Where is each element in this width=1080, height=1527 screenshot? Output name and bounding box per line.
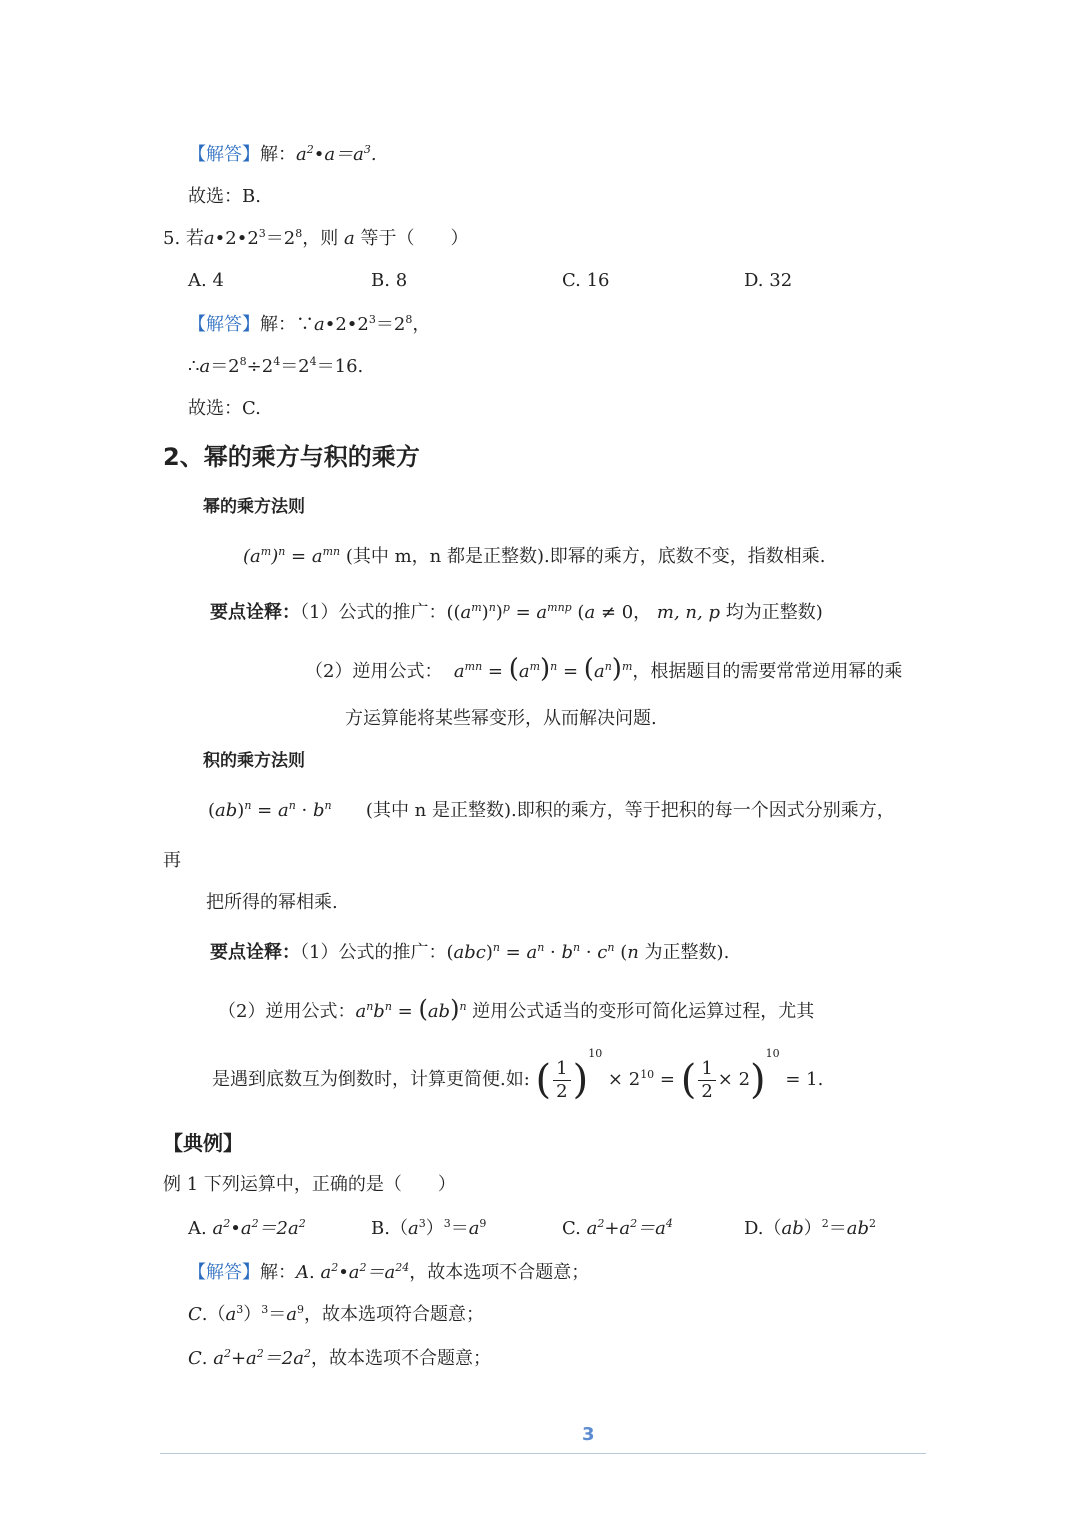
formula: $(ab)^2=ab^2$ xyxy=(763,1217,877,1239)
option-letter: B. xyxy=(371,270,390,291)
answer-tag: 【解答】 xyxy=(188,1262,260,1283)
footer-divider xyxy=(160,1453,926,1454)
question-number: 5. xyxy=(163,228,181,249)
note2-item1 xyxy=(210,940,729,966)
note1-item1 xyxy=(210,600,823,626)
example-option-a[interactable] xyxy=(188,1216,306,1242)
option-value: 16 xyxy=(586,270,610,291)
reciprocal-example: ( $\frac{1}{2}$ )$^{10} \times 2^{10}$ = ( $\frac{1}{2}$ × 2)$^{10}$ = 1. xyxy=(535,1047,824,1103)
note-item-tail: 为正整数). xyxy=(644,942,730,963)
formula: $a^{mn} = (a^m)^n = (a^n)^m$ xyxy=(453,654,633,684)
note2-item2 xyxy=(218,994,814,1027)
option-c[interactable] xyxy=(562,268,610,294)
rule2-cont: 把所得的幂相乘. xyxy=(206,892,338,913)
note1-item2-cont: 方运算能将某些幂变形，从而解决问题. xyxy=(345,708,657,729)
option-letter: D. xyxy=(744,1218,764,1239)
note-item-label: （2）逆用公式： xyxy=(305,661,443,682)
formula: A xyxy=(296,1262,309,1283)
formula: $a^2•a=a^3$. xyxy=(296,143,377,165)
option-letter: C. xyxy=(562,270,581,291)
rule2-wrap: 再 xyxy=(163,850,181,871)
example-option-d[interactable] xyxy=(744,1216,876,1242)
section-heading: 2、幂的乘方与积的乘方 xyxy=(163,443,420,471)
note-item-tail: 逆用公式适当的变形可简化运算过程，尤其 xyxy=(472,1001,815,1022)
rule1-title: 幂的乘方法则 xyxy=(203,497,305,517)
rule1-formula-line xyxy=(243,544,825,570)
example-answer-line2: $C.(a^3)^3=a^9$，故本选项符合题意； xyxy=(188,1303,484,1325)
note-item-label: （2）逆用公式： xyxy=(218,1001,356,1022)
answer-tail: ，故本选项不合题意； xyxy=(310,1348,491,1369)
formula: $(a^m)^n = a^{mn}$ xyxy=(243,545,341,567)
note-item-label: （1）公式的推广： xyxy=(300,942,447,963)
note-label: 要点诠释： xyxy=(210,602,300,623)
option-value: 4 xyxy=(212,270,224,291)
formula: $a^2+a^2=2a^2$ xyxy=(213,1347,311,1369)
answer-tag: 【解答】 xyxy=(188,144,260,165)
note-item-tail: ，根据题目的需要常常逆用幂的乘 xyxy=(632,661,903,682)
example-question: 例 1 下列运算中，正确的是（ ） xyxy=(163,1174,456,1195)
q5-answer-line xyxy=(188,312,430,338)
fraction: $\frac{1}{2}$ xyxy=(553,1058,570,1103)
option-letter: B. xyxy=(371,1218,390,1239)
rule1-text: (其中 m，n 都是正整数).即幂的乘方，底数不变，指数相乘. xyxy=(345,546,826,567)
formula: $(ab)^n = a^n \cdot b^n$ xyxy=(208,799,332,821)
q5-stem: 5. 若$a•2•2^3=2^8$，则 a 等于（ ） xyxy=(163,227,469,249)
answer-tail: ，故本选项不合题意； xyxy=(409,1262,590,1283)
formula: $((a^m)^n)^p = a^{mnp}$ (a ≠ 0， m, n, p xyxy=(446,601,720,623)
q5-choice: 故选：C. xyxy=(188,398,261,419)
formula: a xyxy=(203,228,215,249)
formula: $(a^3)^3=a^9$ xyxy=(207,1303,304,1325)
fraction: $\frac{1}{2}$ xyxy=(698,1058,715,1103)
formula: $\because a•2•2^3=2^8$， xyxy=(296,313,431,335)
note1-item2 xyxy=(305,652,902,689)
option-letter: D. xyxy=(744,270,764,291)
formula: $a^2•a^2=2a^2$ xyxy=(212,1217,306,1239)
option-d[interactable] xyxy=(744,268,792,294)
formula: $a^2•a^2=a^{24}$ xyxy=(320,1261,410,1283)
answer-prefix: 解： xyxy=(260,1262,296,1283)
note-item-tail: 均为正整数) xyxy=(725,602,823,623)
option-b[interactable] xyxy=(371,268,407,294)
option-value: 32 xyxy=(769,270,793,291)
formula: $a^2+a^2=a^4$ xyxy=(586,1217,673,1239)
answer-prefix: 解： xyxy=(260,314,296,335)
option-letter: A. xyxy=(188,270,207,291)
option-value: 8 xyxy=(395,270,408,291)
formula: $(a^3)^3=a^9$ xyxy=(389,1217,487,1239)
stem-prefix: 若 xyxy=(185,228,204,249)
q4-answer-line xyxy=(188,142,377,168)
note-label: 要点诠释： xyxy=(210,942,300,963)
note-item-label: （1）公式的推广： xyxy=(300,602,447,623)
rule2-formula-line xyxy=(208,798,895,824)
option-letter: A. xyxy=(188,1218,207,1239)
answer-tail: ，故本选项符合题意； xyxy=(303,1304,484,1325)
q4-choice: 故选：B. xyxy=(188,186,261,207)
option-letter: C. xyxy=(562,1218,581,1239)
example-heading: 【典例】 xyxy=(163,1131,243,1155)
rule2-text: (其中 n 是正整数).即积的乘方，等于把积的每一个因式分别乘方， xyxy=(365,800,895,821)
stem-suffix: ，则 xyxy=(302,228,339,249)
example-option-b[interactable] xyxy=(371,1216,486,1242)
page-number: 3 xyxy=(582,1424,595,1445)
formula: $a^nb^n = (ab)^n$ xyxy=(355,995,467,1023)
example-answer-line3: C. $a^2+a^2=2a^2$，故本选项不合题意； xyxy=(188,1347,491,1369)
example-answer-line1: 【解答】解：A. $a^2•a^2=a^{24}$，故本选项不合题意； xyxy=(188,1261,590,1283)
example-option-c[interactable] xyxy=(562,1216,673,1242)
stem-tail: 等于（ ） xyxy=(360,228,469,249)
rule2-title: 积的乘方法则 xyxy=(203,751,305,771)
answer-prefix: 解： xyxy=(260,144,296,165)
q5-derivation: $\therefore a=2^8\div 2^4=2^4=16$. xyxy=(188,355,364,377)
formula: $(abc)^n = a^n \cdot b^n \cdot c^n$ (n xyxy=(446,941,639,963)
answer-tag: 【解答】 xyxy=(188,314,260,335)
variable: a xyxy=(343,228,355,249)
note-item-label: 是遇到底数互为倒数时，计算更简便.如: xyxy=(212,1069,530,1090)
note2-item3 xyxy=(212,1047,824,1110)
option-a[interactable] xyxy=(188,268,224,294)
